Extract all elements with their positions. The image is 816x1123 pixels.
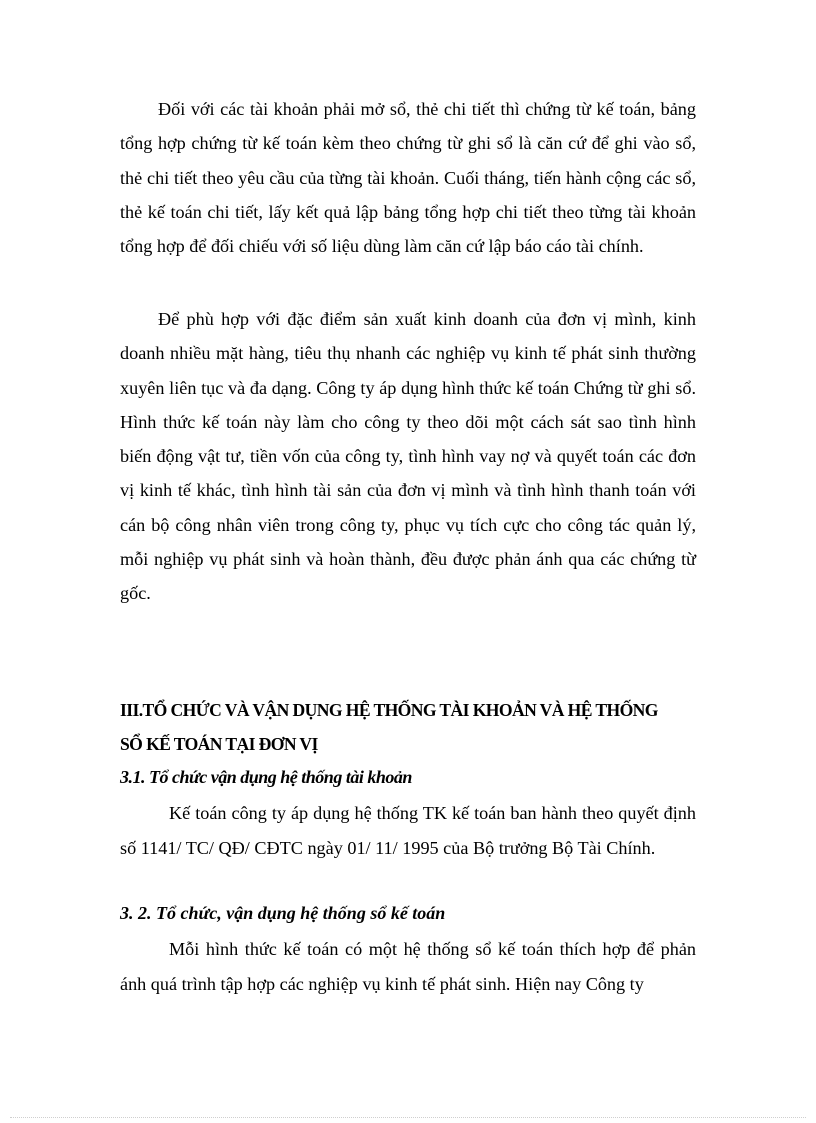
subsection-3-1-text: Kế toán công ty áp dụng hệ thống TK kế toán ban hành theo quyết định số 1141/ TC/ QĐ/ CĐTC ngày 01/ 11/ 1995 của Bộ trưởng Bộ Tài Chính. bbox=[120, 803, 696, 858]
section-heading-line-1: III.TỔ CHỨC VÀ VẬN DỤNG HỆ THỐNG TÀI KHOẢN VÀ HỆ THỐNG bbox=[120, 700, 658, 720]
subsection-3-1-title: 3.1. Tổ chức vận dụng hệ thống tài khoản bbox=[120, 767, 412, 787]
paragraph-accounting-form: Để phù hợp với đặc điểm sản xuất kinh doanh của đơn vị mình, kinh doanh nhiều mặt hàng, tiêu thụ nhanh các nghiệp vụ kinh tế phát sinh thường xuyên liên tục và đa dạng. Công ty áp dụng hình thức kế toán Chứng từ ghi sổ. Hình thức kế toán này làm cho công ty theo dõi một cách sát sao tình hình biến động vật tư, tiền vốn của công ty, tình hình vay nợ và quyết toán các đơn vị kinh tế khác, tình hình tài sản của đơn vị mình và tình hình thanh toán với cán bộ công nhân viên trong công ty, phục vụ tích cực cho công tác quản lý, mỗi nghiệp vụ phát sinh và hoàn thành, đều được phản ánh qua các chứng từ gốc. bbox=[120, 309, 696, 604]
section-heading-line-2: SỔ KẾ TOÁN TẠI ĐƠN VỊ bbox=[120, 734, 318, 754]
section-heading-iii bbox=[120, 693, 710, 761]
subsection-3-2-text: Mỗi hình thức kế toán có một hệ thống sổ kế toán thích hợp để phản ánh quá trình tập hợp các nghiệp vụ kinh tế phát sinh. Hiện nay Công ty bbox=[120, 939, 696, 994]
page-bottom-divider bbox=[10, 1117, 806, 1118]
subsection-3-2-title: 3. 2. Tổ chức, vận dụng hệ thống sổ kế toán bbox=[120, 903, 446, 923]
paragraph-detail-accounts: Đối với các tài khoản phải mở sổ, thẻ chi tiết thì chứng từ kế toán, bảng tổng hợp chứng từ kế toán kèm theo chứng từ ghi sổ là căn cứ để ghi vào sổ, thẻ chi tiết theo yêu cầu của từng tài khoản. Cuối tháng, tiến hành cộng các sổ, thẻ kế toán chi tiết, lấy kết quả lập bảng tổng hợp chi tiết theo từng tài khoản tổng hợp để đối chiếu với số liệu dùng làm căn cứ lập báo cáo tài chính. bbox=[120, 99, 696, 257]
